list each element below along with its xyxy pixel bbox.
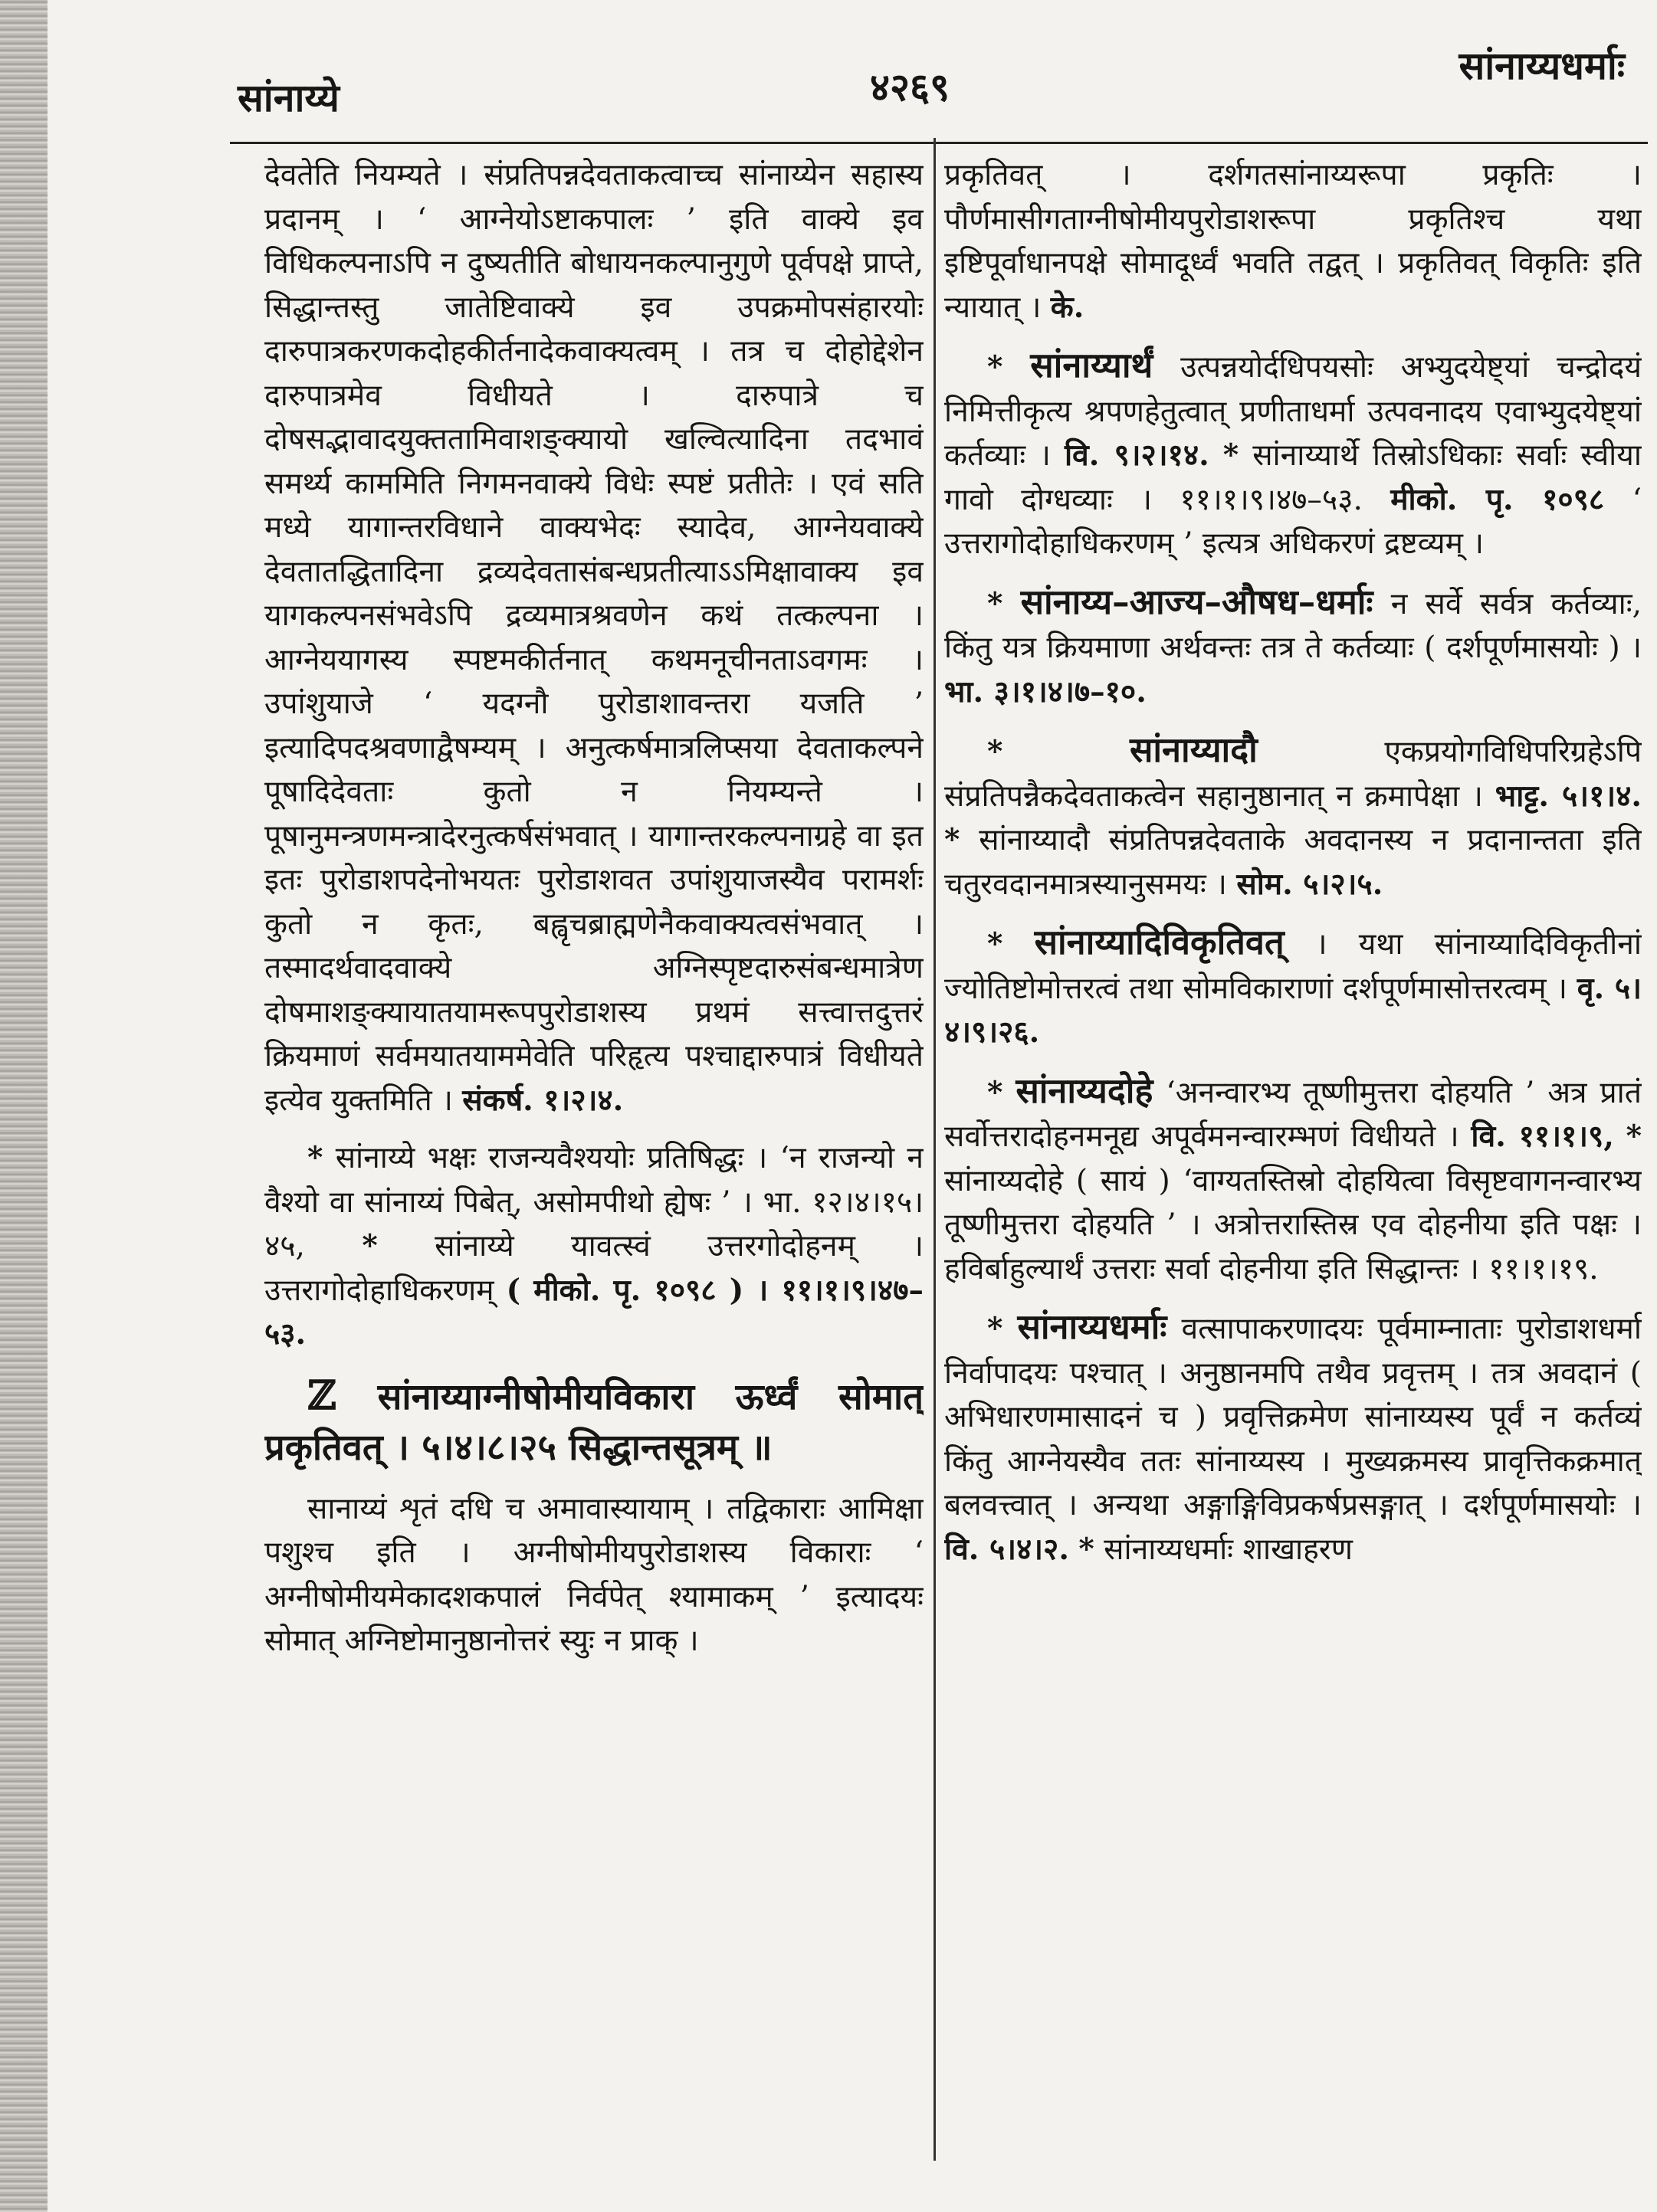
entry-marker: * (987, 926, 1003, 962)
right-p7-text-2: सांनाय्यदोहे ( सायं ) ‘वाग्यतस्तिस्रो दोहयित्वा विसृष्टवागनन्वारभ्य तूष्णीमुत्तरा दोहयति ’ । अत्रोत्तरास्तिस्र एव दोहनीया इति पक्षः । हविर्बाहुल्यार्थं उत्तराः सर्वा दोहनीया इति सिद्धान्तः । ११।१।१९. (944, 1163, 1642, 1286)
entry-marker: * (944, 822, 960, 857)
right-p8-reference: वि. ५।४।२. (944, 1531, 1069, 1567)
entry-marker: * (1222, 437, 1239, 473)
right-p6-reference: वृ. ५।४।९।२६. (944, 970, 1642, 1050)
right-entry-sannayyadau (944, 728, 1642, 906)
left-p3-text: सानाय्यं शृतं दधि च अमावास्यायाम् । तद्विकाराः आमिक्षा पशुश्च इति । अग्नीषोमीयपुरोडाशस्य विकाराः ‘ अग्नीषोमीयमेकादशकपालं निर्वपेत् श्यामाकम् ’ इत्यादयः सोमात् अग्निष्टोमानुष्ठानोत्तरं स्युः न प्राक् । (264, 1491, 924, 1658)
entry-marker: * (987, 734, 1003, 769)
entry-marker: * (987, 585, 1003, 621)
right-entry-sannayyartham (944, 343, 1642, 566)
right-p4-reference: भा. ३।१।४।७–१०. (944, 673, 1147, 709)
page-number: ४२६९ (870, 64, 950, 110)
right-p5-reference-2: सोम. ५।२।५. (1236, 866, 1383, 902)
sutra-heading-text: सांनाय्याग्नीषोमीयविकारा ऊर्ध्वं सोमात् प्रकृतिवत् । ५।४।८।२५ सिद्धान्तसूत्रम् ॥ (264, 1375, 924, 1469)
right-p7-text: ‘अनन्वारभ्य तूष्णीमुत्तरा दोहयति ’ अत्र प्रातं सर्वोत्तरादोहनमनूद्य अपूर्वमनन्वारम्भणं विधीयते । (944, 1075, 1642, 1154)
headword: सांनाय्य–आज्य–औषध–धर्माः (1020, 581, 1373, 622)
entry-marker: * (1626, 1119, 1642, 1154)
headword: सांनाय्यदोहे (1016, 1070, 1153, 1111)
right-p1-text: प्रकृतिवत् । दर्शगतसांनाय्यरूपा प्रकृतिः । पौर्णमासीगताग्नीषोमीयपुरोडाशरूपा प्रकृतिश्च यथा इष्टिपूर्वाधानपक्षे सोमादूर्ध्वं भवति तद्वत् । प्रकृतिवत् विकृतिः इति न्यायात् । (944, 158, 1642, 325)
entry-marker: * (1078, 1531, 1094, 1567)
right-p3-text-2: ‘ उत्तरागोदोहाधिकरणम् ’ इत्यत्र अधिकरणं द्रष्टव्यम् । (944, 482, 1642, 561)
right-p2-reference: वि. ९।२।१४. (1064, 437, 1209, 473)
right-entry-dohe (944, 1069, 1642, 1292)
entry-marker: * (987, 1074, 1003, 1110)
header-rule (230, 142, 1648, 144)
left-column (264, 153, 924, 2161)
right-p5-text: एकप्रयोगविधिपरिग्रहेऽपि संप्रतिपन्नैकदेवताकत्वेन सहानुष्ठानात् न क्रमापेक्षा । (944, 735, 1642, 814)
right-p3-reference: मीको. पृ. १०९८ (1390, 481, 1605, 517)
right-p8-text-2: सांनाय्यधर्माः शाखाहरण (1104, 1532, 1353, 1567)
right-paragraph-1 (944, 153, 1642, 329)
entry-marker: * (307, 1140, 323, 1175)
right-p8-text: वत्सापाकरणादयः पूर्वमाम्नाताः पुरोडाशधर्मा निर्वापादयः पश्चात् । अनुष्ठानमपि तथैव प्रवृत्तम् । तत्र अवदानं ( अभिधारणमासादनं च ) प्रवृत्तिक्रमेण सांनाय्यस्य पूर्वं न कर्तव्यं किंतु आग्नेयस्यैव ततः सांनाय्यस्य । मुख्यक्रमस्य प्रावृत्तिकक्रमात् बलवत्त्वात् । अन्यथा अङ्गाङ्गिविप्रकर्षप्रसङ्गात् । दर्शपूर्णमासयोः । (944, 1312, 1642, 1522)
entry-marker: * (362, 1228, 378, 1263)
headword: सांनाय्यादौ (1129, 729, 1258, 770)
right-entry-dharmah (944, 580, 1642, 715)
running-head-left: सांनाय्ये (238, 75, 340, 120)
right-p2-text: उत्पन्नयोर्दधिपयसोः अभ्युदयेष्ट्यां चन्द्रोदयं निमित्तीकृत्य श्रपणहेतुत्वात् प्रणीताधर्मा उत्पवनादय एवाभ्युदयेष्ट्यां कर्तव्याः । (944, 350, 1642, 473)
right-p7-reference: वि. ११।१।९, (1471, 1119, 1614, 1154)
headword: सांनाय्यधर्माः (1017, 1306, 1167, 1347)
left-entry-bhakshah (264, 1136, 924, 1357)
left-p2-reference: ( मीको. पृ. १०९८ ) । ११।१।९।४७–५३. (264, 1272, 924, 1352)
right-entry-vikritivat (944, 920, 1642, 1055)
left-p2-text: राजन्यवैश्ययोः प्रतिषिद्धः । ‘न राजन्यो न वैश्यो वा सांनाय्यं पिबेत्, असोमपीथो ह्येषः ’ । भा. १२।४।१५।४५, (264, 1141, 924, 1263)
entry-marker: * (987, 349, 1003, 385)
left-paragraph-1 (264, 153, 924, 1122)
sutra-heading (264, 1371, 924, 1473)
left-p1-reference: संकर्ष. १।२।४. (462, 1082, 624, 1118)
left-p2-headword: सांनाय्ये भक्षः (335, 1141, 476, 1175)
left-paragraph-3 (264, 1487, 924, 1663)
right-column (944, 153, 1642, 2161)
running-head-right: सांनाय्यधर्माः (1458, 43, 1625, 88)
right-p1-reference: के. (1050, 289, 1084, 325)
headword: सांनाय्यादिविकृतिवत् (1034, 922, 1285, 962)
right-p5-reference: भाट्ट. ५।१।४. (1495, 778, 1642, 814)
right-p6-text: । यथा सांनाय्यादिविकृतीनां ज्योतिष्टोमोत्तरत्वं तथा सोमविकाराणां दर्शपूर्णमासोत्तरत्वम् । (944, 927, 1642, 1006)
right-p4-text: न सर्वे सर्वत्र कर्तव्याः, किंतु यत्र क्रियमाणा अर्थवन्तः तत्र ते कर्तव्याः ( दर्शपूर्णमासयोः ) । (944, 586, 1642, 665)
right-entry-dharmah-2 (944, 1305, 1642, 1571)
sutra-symbol: ℤ (307, 1371, 336, 1419)
entry-marker: * (987, 1311, 1003, 1346)
left-p1-text: देवतेति नियम्यते । संप्रतिपन्नदेवताकत्वाच्च सांनाय्येन सहास्य प्रदानम् । ‘ आग्नेयोऽष्टाकपालः ’ इति वाक्ये इव विधिकल्पनाऽपि न दुष्यतीति बोधायनकल्पानुगुणे पूर्वपक्षे प्राप्ते, सिद्धान्तस्तु जातेष्टिवाक्ये इव उपक्रमोपसंहारयोः दारुपात्रकरणकदोहकीर्तनादेकवाक्यत्वम् । तत्र च दोहोद्देशेन दारुपात्रमेव विधीयते । दारुपात्रे च दोषसद्भावादयुक्ततामिवाशङ्क्यायो खल्वित्यादिना तदभावं समर्थ्य काममिति निगमनवाक्ये विधेः स्पष्टं प्रतीतेः । एवं सति मध्ये यागान्तरविधाने वाक्यभेदः स्यादेव, आग्नेयवाक्ये देवतातद्धितादिना द्रव्यदेवतासंबन्धप्रतीत्याऽऽमिक्षावाक्य इव यागकल्पनसंभवेऽपि द्रव्यमात्रश्रवणेन कथं तत्कल्पना । आग्नेययागस्य स्पष्टमकीर्तनात् कथमनूचीनताऽवगमः । उपांशुयाजे ‘ यदग्नौ पुरोडाशावन्तरा यजति ’ इत्यादिपदश्रवणाद्वैषम्यम् । अनुत्कर्षमात्रलिप्सया देवताकल्पने पूषादिदेवताः कुतो न नियम्यन्ते । पूषानुमन्त्रणमन्त्रादेरनुत्कर्षसंभवात् । यागान्तरकल्पनाग्रहे वा इत इतः पुरोडाशपदेनोभयतः पुरोडाशवत उपांशुयाजस्यैव परामर्शः कुतो न कृतः, बह्वृचब्राह्मणेनैकवाक्यत्वसंभवात् । तस्मादर्थवादवाक्ये अग्निस्पृष्टदारुसंबन्धमात्रेण दोषमाशङ्क्यायातयामरूपपुरोडाशस्य प्रथमं सत्त्वात्तदुत्तरं क्रियमाणं सर्वमयातयाममेवेति परिहृत्य पश्चाद्दारुपात्रं विधीयते इत्येव युक्तमिति । (264, 158, 924, 1118)
left-p2-text-2: सांनाय्ये यावत्स्वं उत्तरगोदोहनम् । उत्तरागोदोहाधिकरणम् (264, 1229, 924, 1308)
headword: सांनाय्यार्थं (1030, 345, 1153, 385)
right-p3-text: सांनाय्यार्थे तिस्रोऽधिकाः सर्वाः स्वीया गावो दोग्धव्याः । ११।१।९।४७–५३. (944, 438, 1642, 517)
book-binding-edge (0, 0, 48, 2212)
page-header (230, 23, 1625, 120)
right-p5-text-2: सांनाय्यादौ संप्रतिपन्नदेवताके अवदानस्य न प्रदानान्तता इति चतुरवदानमात्रस्यानुसमयः । (944, 823, 1642, 902)
column-divider (933, 138, 936, 2161)
